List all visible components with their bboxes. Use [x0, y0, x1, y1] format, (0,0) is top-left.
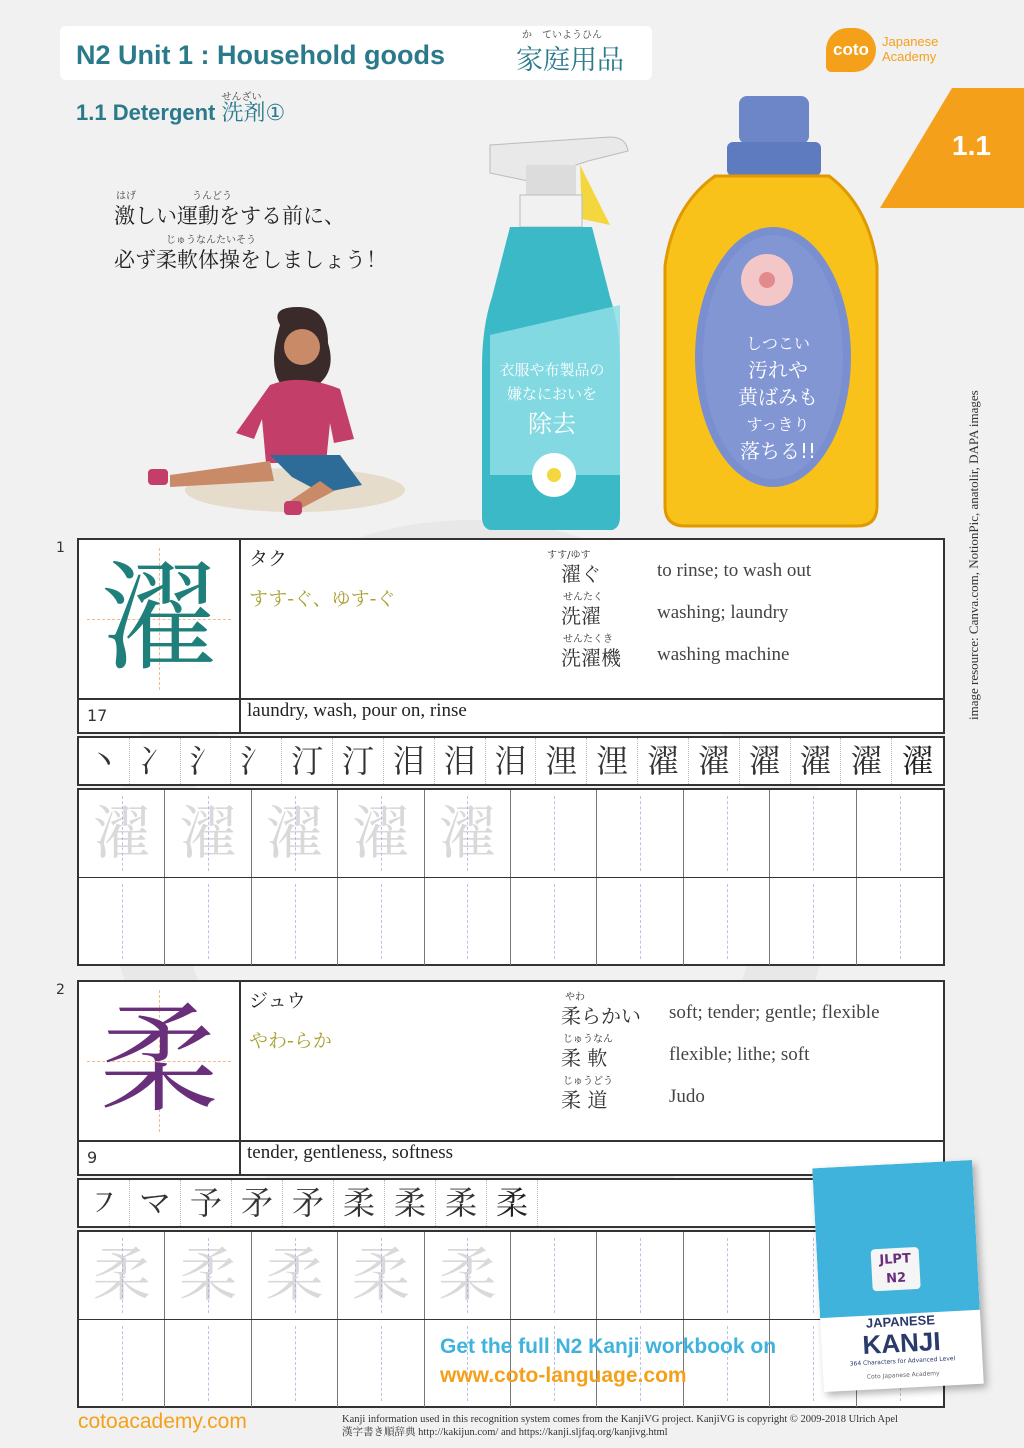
footer-note-line2: 漢字書き順辞典 http://kakijun.com/ and https://kanji.sljfaq.org/kanjivg.html: [342, 1427, 668, 1438]
kanji-1-vocab-3-meaning: washing machine: [657, 644, 790, 665]
practice-cell[interactable]: [684, 790, 770, 877]
page-title-jp: [516, 30, 624, 77]
workbook-cover[interactable]: [812, 1160, 984, 1392]
stroke-step: ㇇: [79, 1180, 130, 1226]
practice-row-blank: [79, 878, 943, 965]
stroke-step: 汀: [333, 738, 384, 784]
stroke-step: 丶: [79, 738, 130, 784]
practice-cell[interactable]: 柔: [425, 1232, 511, 1319]
practice-cell[interactable]: [79, 1320, 165, 1407]
kanji-2-kunyomi: やわ-らか: [249, 1030, 332, 1052]
practice-cell[interactable]: 濯: [165, 790, 251, 877]
practice-cell[interactable]: 柔: [338, 1232, 424, 1319]
bottle-label-line4: すっきり: [746, 415, 810, 434]
practice-cell[interactable]: [684, 1232, 770, 1319]
practice-cell[interactable]: 濯: [338, 790, 424, 877]
practice-row-trace: [79, 1232, 943, 1320]
stroke-step: 泪: [435, 738, 486, 784]
kanji-2-vocab-2-meaning: flexible; lithe; soft: [669, 1044, 810, 1065]
kanji-1-index: 1: [56, 540, 65, 556]
practice-cell[interactable]: 濯: [252, 790, 338, 877]
stretching-woman-illustration: [140, 305, 415, 525]
bottle-label: [718, 330, 838, 465]
spray-label-line1: 衣服や布製品の: [499, 361, 605, 379]
workbook-title-2: KANJI: [861, 1325, 942, 1360]
stroke-step: 柔: [334, 1180, 385, 1226]
kanji-2-onyomi: ジュウ: [249, 990, 306, 1012]
stroke-step: 泪: [486, 738, 537, 784]
kanji-2-card: [77, 980, 945, 1176]
stroke-step: 柔: [487, 1180, 538, 1226]
coto-logo: coto: [826, 28, 876, 72]
kanji-1-meaning: laundry, wash, pour on, rinse: [247, 700, 467, 721]
kanji-1-practice-grid: [77, 788, 945, 966]
footer-note-line1: Kanji information used in this recognition system comes from the KanjiVG project. KanjiVG is copyright © 2009-2018 Ulrich Apel: [342, 1414, 898, 1425]
stroke-step: 濯: [740, 738, 791, 784]
image-credit: image resource: Canva.com, NotionPic, anatolir, DAPA images: [966, 390, 981, 720]
kanji-2-vocab-3-meaning: Judo: [669, 1086, 705, 1107]
subtitle-jp-text: 洗剤①: [221, 101, 286, 126]
promo-link[interactable]: www.coto-language.com: [440, 1364, 687, 1387]
stroke-step: 濯: [689, 738, 740, 784]
practice-cell[interactable]: [857, 878, 943, 965]
practice-cell[interactable]: [511, 790, 597, 877]
workbook-publisher: Coto Japanese Academy: [866, 1369, 940, 1381]
subtitle-jp: [221, 92, 286, 126]
practice-cell[interactable]: [684, 878, 770, 965]
bottle-label-line2: 汚れや: [748, 358, 808, 382]
logo-line2: Academy: [882, 49, 937, 64]
intro-line-2-text: 必ず柔軟体操をしましょう！: [114, 248, 387, 272]
kanji-1-card: [77, 538, 945, 734]
kanji-1-vocab-3-ruby: せんたくき: [563, 634, 613, 645]
bottle-label-line5: 落ちる!!: [739, 439, 817, 463]
practice-cell[interactable]: [252, 1320, 338, 1407]
practice-cell[interactable]: 柔: [252, 1232, 338, 1319]
spray-label-line3: 除去: [528, 410, 576, 438]
bottle-label-line1: しつこい: [745, 334, 810, 353]
stroke-step: 柔: [436, 1180, 487, 1226]
intro-ruby-2: うんどう: [192, 191, 232, 202]
stroke-step: 汀: [282, 738, 333, 784]
kanji-1-vocab-1-word: 濯ぐ: [561, 562, 601, 586]
stroke-step: 予: [181, 1180, 232, 1226]
spray-bottle-illustration: [470, 135, 640, 530]
kanji-1-vocab-1-ruby: すす/ゆす: [547, 550, 591, 561]
kanji-2-index: 2: [56, 982, 65, 998]
practice-cell[interactable]: [511, 1232, 597, 1319]
stroke-step: 濯: [901, 742, 934, 780]
subtitle-ruby: せんざい: [221, 92, 262, 103]
stroke-step: 矛: [232, 1180, 283, 1226]
workbook-badge: JLPT N2: [871, 1247, 921, 1291]
practice-row-trace: [79, 790, 943, 878]
stroke-step: 柔: [385, 1180, 436, 1226]
subtitle-text: 1.1 Detergent: [76, 100, 216, 125]
kanji-2-meaning: tender, gentleness, softness: [247, 1142, 454, 1163]
kanji-2-vocab-1-ruby: やわ: [565, 992, 585, 1003]
kanji-2-character: 柔: [99, 991, 218, 1129]
kanji-1-onyomi: タク: [249, 548, 288, 570]
practice-cell[interactable]: [770, 878, 856, 965]
kanji-1-stroke-count: 17: [79, 700, 241, 734]
kanji-2-vocab-1-meaning: soft; tender; gentle; flexible: [669, 1002, 880, 1023]
intro-ruby-1: はげ: [116, 191, 136, 202]
kanji-2-vocab-3-ruby: じゅうどう: [563, 1076, 613, 1087]
practice-cell[interactable]: [597, 1232, 683, 1319]
practice-cell[interactable]: [857, 790, 943, 877]
practice-cell[interactable]: 柔: [79, 1232, 165, 1319]
stroke-step: 濯: [638, 738, 689, 784]
practice-cell[interactable]: [165, 1320, 251, 1407]
practice-cell[interactable]: [597, 790, 683, 877]
practice-cell[interactable]: [597, 878, 683, 965]
workbook-title-1: JAPANESE: [865, 1312, 936, 1331]
kanji-1-vocab-3-word: 洗濯機: [561, 646, 621, 670]
stroke-step: 冫: [130, 738, 181, 784]
stroke-step: マ: [130, 1180, 181, 1226]
stroke-step: 濯: [841, 738, 892, 784]
kanji-1-character: 濯: [99, 549, 218, 687]
stroke-step: 氵: [231, 738, 282, 784]
kanji-2-vocab-1-word: 柔らかい: [561, 1004, 641, 1028]
title-jp-text: 家庭用品: [516, 45, 624, 76]
logo-line1: Japanese: [882, 34, 939, 49]
practice-cell[interactable]: [79, 878, 165, 965]
kanji-1-stroke-order: [77, 736, 945, 786]
stroke-step: 浬: [536, 738, 587, 784]
workbook-subtitle: 364 Characters for Advanced Level: [849, 1355, 956, 1368]
kanji-2-vocab-2-word: 柔 軟: [561, 1046, 608, 1070]
kanji-1-kunyomi: すす-ぐ、ゆす-ぐ: [249, 588, 396, 610]
footer-site-link[interactable]: cotoacademy.com: [78, 1410, 247, 1433]
practice-cell[interactable]: [425, 878, 511, 965]
practice-cell[interactable]: [338, 1320, 424, 1407]
kanji-1-vocab-2-ruby: せんたく: [563, 592, 603, 603]
spray-label: [478, 358, 626, 442]
practice-cell[interactable]: [165, 878, 251, 965]
stroke-step: 浬: [587, 738, 638, 784]
kanji-1-big-cell: [79, 540, 241, 700]
unit-badge-label: 1.1: [952, 130, 991, 161]
stroke-step: 泪: [384, 738, 435, 784]
coto-logo-text: [882, 34, 938, 64]
practice-cell[interactable]: 濯: [425, 790, 511, 877]
practice-cell[interactable]: 濯: [79, 790, 165, 877]
stroke-step: 濯: [791, 738, 842, 784]
kanji-1-vocab-2-word: 洗濯: [561, 604, 601, 628]
bottle-label-line3: 黄ばみも: [738, 385, 818, 409]
spray-label-line2: 嫌なにおいを: [506, 385, 597, 403]
intro-line-2: [114, 235, 387, 274]
stroke-step: 氵: [181, 738, 232, 784]
promo-line-1: Get the full N2 Kanji workbook on: [440, 1335, 777, 1358]
subtitle: [76, 92, 286, 127]
title-ruby: か ていようひん: [522, 30, 602, 41]
stroke-step: 矛: [283, 1180, 334, 1226]
kanji-2-stroke-count: 9: [79, 1142, 241, 1176]
footer-note: [342, 1413, 898, 1439]
practice-cell[interactable]: [338, 878, 424, 965]
practice-cell[interactable]: 柔: [165, 1232, 251, 1319]
intro-line-1-text: 激しい運動をする前に、: [114, 204, 345, 228]
intro-ruby-3: じゅうなんたいそう: [166, 235, 256, 246]
practice-cell[interactable]: [684, 1320, 770, 1407]
kanji-1-vocab-2-meaning: washing; laundry: [657, 602, 789, 623]
kanji-2-big-cell: [79, 982, 241, 1142]
intro-line-1: [114, 191, 345, 230]
kanji-1-vocab-1-meaning: to rinse; to wash out: [657, 560, 812, 581]
practice-cell[interactable]: [511, 878, 597, 965]
practice-cell[interactable]: [770, 790, 856, 877]
kanji-2-vocab-2-ruby: じゅうなん: [563, 1034, 613, 1045]
practice-cell[interactable]: [252, 878, 338, 965]
kanji-2-vocab-3-word: 柔 道: [561, 1088, 608, 1112]
page-title: N2 Unit 1 : Household goods: [76, 40, 445, 70]
